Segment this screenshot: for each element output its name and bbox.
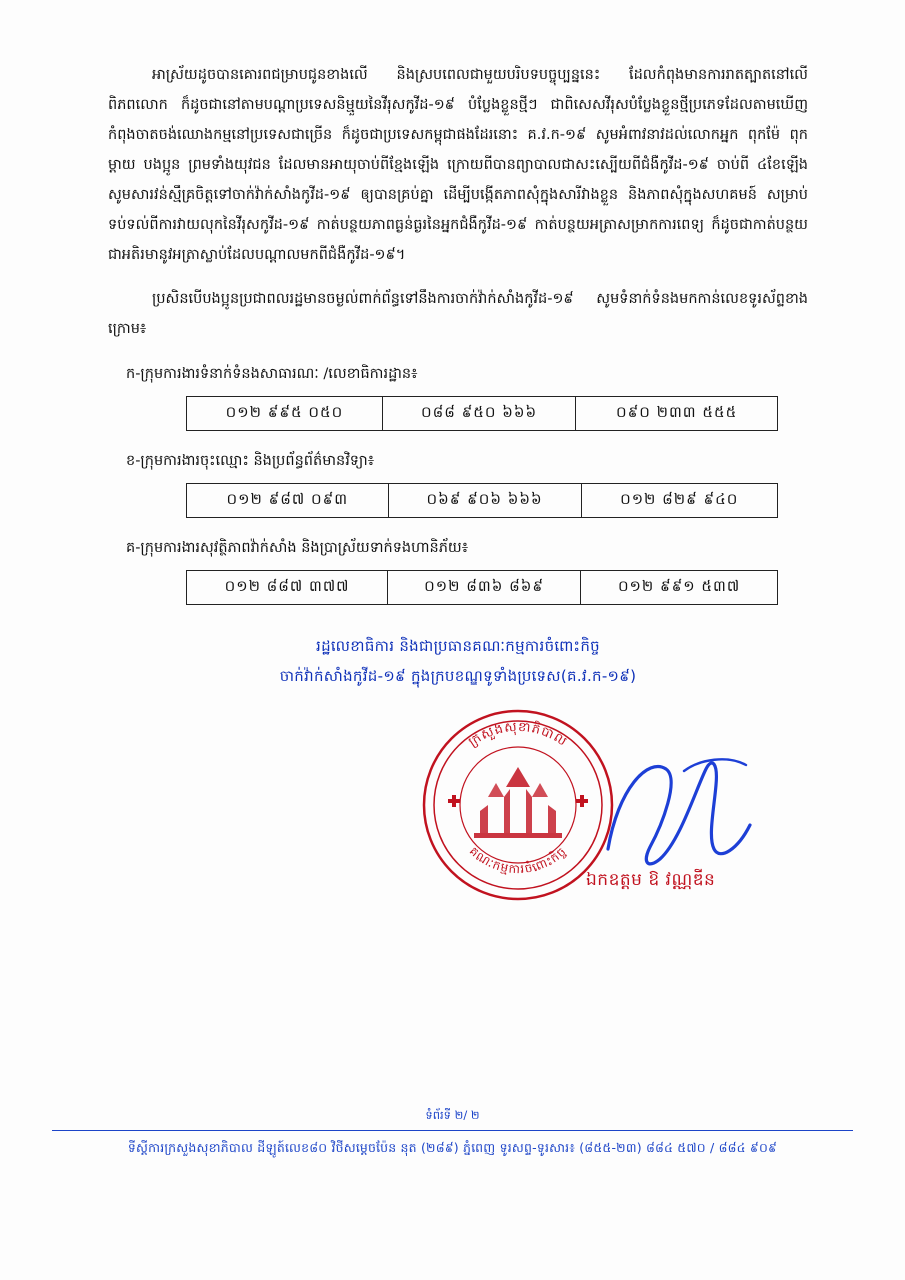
page-number: ទំព័រទី ២/ ២: [425, 1108, 480, 1122]
phone-cell: ០៨៨ ៩៥០ ៦៦៦: [382, 397, 575, 431]
group-label-c: គ-ក្រុមការងារសុវត្ថិភាពវ៉ាក់សាំង និងប្រាស្រ័យទាក់ទងហានិភ័យ៖: [126, 540, 469, 556]
signer-name: ឯកឧត្តម ឱ វណ្ណឌីន: [586, 870, 716, 890]
footer-address: ទីស្ដីការក្រសួងសុខាភិបាល ដីឡូត៍លេខ៨០ វិថីសម្ដេចប៉ែន នុត (២៨៩) ភ្នំពេញ ទូរសព្ទ-ទូរសារ៖ (៨៥៥-២៣) ៨៨៤ ៥៧០ / ៨៨៤ ៩០៩: [127, 1140, 778, 1155]
phone-cell: ០៦៩ ៩០៦ ៦៦៦: [388, 484, 581, 518]
phone-table-a: [186, 396, 778, 431]
paragraph-2: ប្រសិនបើបងប្អូនប្រជាពលរដ្ឋមានចម្ងល់ពាក់ព័ន្ធទៅនឹងការចាក់វ៉ាក់សាំងកូវីដ-១៩ សូមទំនាក់ទំនងមកកាន់លេខទូរស័ព្ទខាងក្រោម៖: [108, 291, 808, 337]
footer-divider: [52, 1130, 853, 1131]
table-row: [187, 397, 778, 431]
phone-cell: ០១២ ៨២៩ ៩៤០: [581, 484, 778, 518]
table-row: [187, 571, 778, 605]
signatory-title-line1: រដ្ឋលេខាធិការ និងជាប្រធានគណៈកម្មការចំពោះកិច្ច: [316, 637, 600, 655]
signature-block: [108, 631, 808, 691]
group-label-a: ក-ក្រុមការងារទំនាក់ទំនងសាធារណៈ /លេខាធិការដ្ឋាន៖: [126, 366, 418, 382]
table-row: [187, 484, 778, 518]
stamp-and-signature-area: [108, 691, 808, 941]
group-label-b: ខ-ក្រុមការងារចុះឈ្មោះ និងប្រព័ន្ធព័ត៌មានវិទ្យា៖: [126, 453, 375, 469]
phone-cell: ០១២ ៨៣៦ ៨៦៩: [388, 571, 581, 605]
phone-table-b: [186, 483, 778, 518]
paragraph-1: អាស្រ័យដូចបានគោរពជម្រាបជូនខាងលើ និងស្របពេលជាមួយបរិបទបច្ចុប្បន្ននេះ ដែលកំពុងមានការរាតត្បាតនៅលើពិភពលោក ក៏ដូចជានៅតាមបណ្ដាប្រទេសនិម្មួយនៃវីរុសកូវីដ-១៩ បំប្លែងខ្លួនថ្មីៗ ជាពិសេសវីរុសបំប្លែងខ្លួនថ្មីប្រភេទដែលតាមឃើញកំពុងចាតចង់ឈោងកម្មនៅប្រទេសជាច្រើន ក៏ដូចជាប្រទេសកម្ពុជាផងដែរនោះ គ.វ.ក-១៩ សូមអំពាវនាវដល់លោកអ្នក ពុកម៉ែ ពុកម្តាយ បងប្អូន ព្រមទាំងយុវជន ដែលមានអាយុចាប់ពីខែ្មងឡើង ក្រោយពីបានព្យាបាលជាសះស្បើយពីជំងឺកូវីដ-១៩ ចាប់ពី ៤ខែឡើង សូមសារវន់ស្មឹគ្រចិត្តទៅចាក់វ៉ាក់សាំងកូវីដ-១៩ ឲ្យបានគ្រប់គ្នា ដើម្បីបង្កើតភាពសុំក្នុងសារីវាងខ្លួន និងភាពសុំក្នុងសហគមន៍ សម្រាប់ទប់ទល់ពីការវាយលុកនៃវីរុសកូវីដ-១៩ កាត់បន្ថយភាពធ្ងន់ធ្ងរនៃអ្នកជំងឺកូវីដ-១៩ កាត់បន្ថយអត្រាសម្រាកការពេទ្យ ក៏ដូចជាកាត់បន្ថយជាអតិរមានូវអត្រាស្លាប់ដែលបណ្ដាលមកពីជំងឺកូវីដ-១៩។: [108, 67, 808, 263]
phone-cell: ០១២ ៨៨៧ ៣៧៧: [187, 571, 388, 605]
svg-text:គណៈកម្មការចំពោះកិច្ច: គណៈកម្មការចំពោះកិច្ច: [466, 843, 570, 877]
document-body: [108, 60, 808, 941]
svg-text:ក្រសួងសុខាភិបាល: ក្រសួងសុខាភិបាល: [466, 719, 570, 750]
phone-cell: ០១២ ៩៨៧ ០៩៣: [187, 484, 389, 518]
phone-cell: ០១២ ៩៩១ ៥៣៧: [581, 571, 778, 605]
signatory-title-line2: ចាក់វ៉ាក់សាំងកូវីដ-១៩ ក្នុងក្របខណ្ឌទូទាំងប្រទេស(គ.វ.ក-១៩): [279, 667, 637, 685]
phone-cell: ០៩០ ២៣៣ ៥៥៥: [576, 397, 778, 431]
phone-table-c: [186, 570, 778, 605]
phone-cell: ០១២ ៩៩៥ ០៥០: [187, 397, 383, 431]
